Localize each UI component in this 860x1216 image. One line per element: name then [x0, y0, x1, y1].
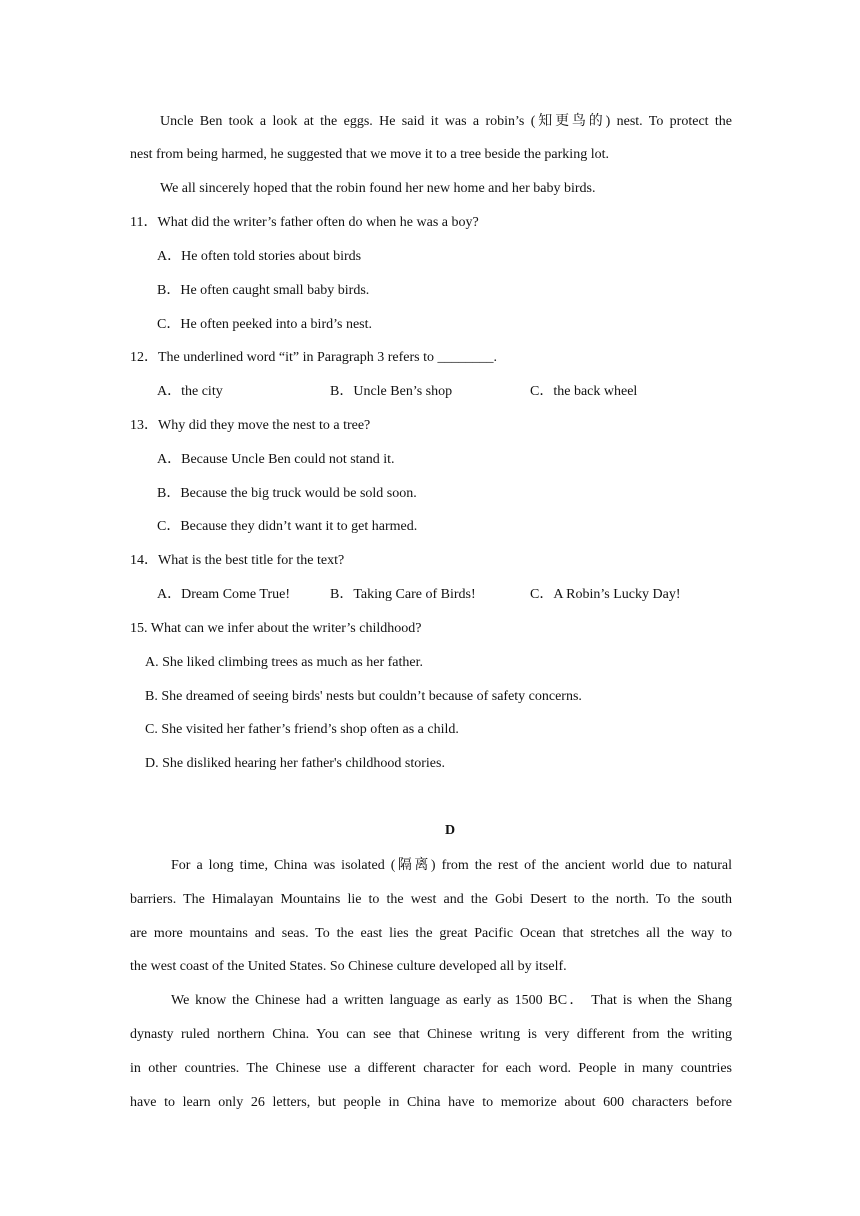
passage-d-paragraph-2-line-2: dynasty ruled northern China. You can see that Chinese writıng is very different from the writing [130, 1027, 732, 1042]
question-13-option-b: B．Because the big truck would be sold soon. [157, 486, 417, 501]
question-12-option-c: C．the back wheel [530, 384, 638, 399]
question-15-option-a: A. She liked climbing trees as much as her father. [145, 655, 423, 670]
question-15-option-b: B. She dreamed of seeing birds' nests but couldn’t because of safety concerns. [145, 689, 582, 704]
passage-d-paragraph-1-line-1: For a long time, China was isolated (隔离) from the rest of the ancient world due to natural [171, 858, 732, 873]
question-15-option-d: D. She disliked hearing her father's childhood stories. [145, 756, 445, 771]
passage-d-paragraph-1-line-3: are more mountains and seas. To the east lies the great Pacific Ocean that stretches all the way to [130, 926, 732, 941]
question-15-option-c: C. She visited her father’s friend’s shop often as a child. [145, 722, 459, 737]
question-14-stem: 14．What is the best title for the text? [130, 553, 345, 568]
passage-d-paragraph-1-line-4: the west coast of the United States. So Chinese culture developed all by itself. [130, 959, 567, 974]
question-13-option-c: C．Because they didn’t want it to get harmed. [157, 519, 418, 534]
passage-d-paragraph-2-line-4: have to learn only 26 letters, but people in China have to memorize about 600 characters before [130, 1095, 732, 1110]
question-13-stem: 13．Why did they move the nest to a tree? [130, 418, 371, 433]
passage-d-paragraph-2-line-1: We know the Chinese had a written language as early as 1500 BC． That is when the Shang [171, 993, 732, 1008]
question-15-stem: 15. What can we infer about the writer’s childhood? [130, 621, 422, 636]
passage-d-heading: D [444, 823, 456, 838]
question-14-option-c: C．A Robin’s Lucky Day! [530, 587, 681, 602]
question-13-option-a: A．Because Uncle Ben could not stand it. [157, 452, 395, 467]
passage-c-paragraph-2-line-1: We all sincerely hoped that the robin found her new home and her baby birds. [160, 181, 596, 196]
question-14-option-b: B．Taking Care of Birds! [330, 587, 476, 602]
question-14-option-a: A．Dream Come True! [157, 587, 290, 602]
passage-c-paragraph-1-line-2: nest from being harmed, he suggested that we move it to a tree beside the parking lot. [130, 147, 609, 162]
passage-c-paragraph-1-line-1: Uncle Ben took a look at the eggs. He said it was a robin’s (知更鸟的) nest. To protect the [160, 114, 732, 129]
question-12-stem: 12．The underlined word “it” in Paragraph 3 refers to ________. [130, 350, 498, 365]
question-11-stem: 11．What did the writer’s father often do when he was a boy? [130, 215, 479, 230]
question-11-option-b: B．He often caught small baby birds. [157, 283, 370, 298]
passage-d-paragraph-1-line-2: barriers. The Himalayan Mountains lie to the west and the Gobi Desert to the north. To the south [130, 892, 732, 907]
passage-d-paragraph-2-line-3: in other countries. The Chinese use a different character for each word. People in many countries [130, 1061, 732, 1076]
question-12-option-a: A．the city [157, 384, 223, 399]
question-11-option-a: A．He often told stories about birds [157, 249, 362, 264]
question-11-option-c: C．He often peeked into a bird’s nest. [157, 317, 373, 332]
question-12-option-b: B．Uncle Ben’s shop [330, 384, 453, 399]
